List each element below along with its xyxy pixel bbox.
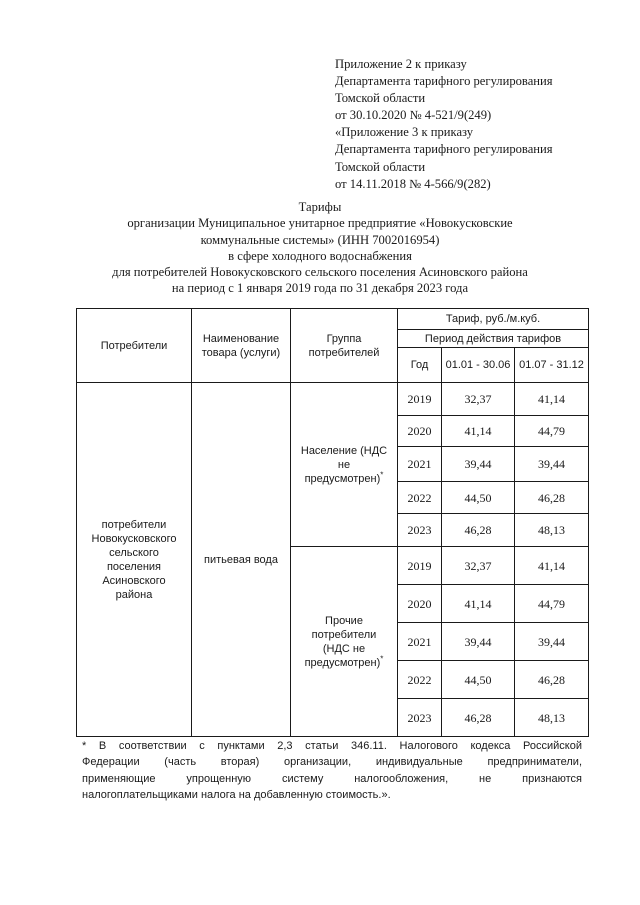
tariff-h1-cell: 41,14 [442,585,515,623]
title-line: на период с 1 января 2019 года по 31 декабря 2023 года [171,281,469,296]
footnote-line: Федерации (часть вторая) организации, индивидуальные предприниматели, [82,756,582,769]
header-consumers: Потребители [77,309,192,383]
title-line: в сфере холодного водоснабжения [228,248,412,263]
tariff-h1-cell: 44,50 [442,482,515,514]
tariff-h2-cell: 48,13 [515,514,589,547]
table-row [77,383,589,416]
tariff-table [76,308,589,737]
tariff-h2-cell: 46,28 [515,482,589,514]
title-line: организации Муниципальное унитарное предприятие «Новокусковские [127,216,513,231]
consumer-cell: потребители Новокусковского сельского поселения Асиновского района [77,383,192,737]
tariff-h2-cell: 39,44 [515,623,589,661]
group-cell [291,383,398,547]
tariff-h1-cell: 39,44 [442,623,515,661]
tariff-h2-cell: 44,79 [515,416,589,447]
footnote-line: * В соответствии с пунктами 2,3 статьи 346.11. Налогового кодекса Российской [82,740,582,752]
tariff-h2-cell: 46,28 [515,661,589,699]
header-half2: 01.07 - 31.12 [515,348,589,383]
tariff-h2-cell: 41,14 [515,547,589,585]
appendix-line: Томской области [335,91,426,106]
tariff-h1-cell: 46,28 [442,699,515,737]
appendix-line: от 14.11.2018 № 4-566/9(282) [335,176,491,191]
year-cell: 2022 [398,482,442,514]
document-title [60,199,580,297]
footnote-line: налогоплательщиками налога на добавленную стоимость.». [82,788,391,801]
header-period: Период действия тарифов [398,330,589,348]
appendix-line: от 30.10.2020 № 4-521/9(249) [335,108,492,123]
footnote-line: применяющие упрощенную систему налогообложения, не признаются [82,772,582,785]
title-line: Тарифы [298,200,342,214]
footnote-mark: * [380,469,384,479]
title-line: коммунальные системы» (ИНН 7002016954) [200,232,440,247]
appendix-line: Приложение 2 к приказу [335,57,467,71]
year-cell: 2020 [398,585,442,623]
year-cell: 2023 [398,514,442,547]
appendix-line: «Приложение 3 к приказу [335,125,474,140]
header-tariff: Тариф, руб./м.куб. [398,309,589,330]
header-group: Группа потребителей [291,309,398,383]
appendix-line: Департамента тарифного регулирования [335,142,553,157]
group-name: Население (НДС не предусмотрен) [300,444,388,485]
year-cell: 2021 [398,447,442,482]
year-cell: 2019 [398,547,442,585]
appendix-header [335,56,625,193]
header-half1: 01.01 - 30.06 [442,348,515,383]
title-line: для потребителей Новокусковского сельского поселения Асиновского района [112,265,528,280]
tariff-h2-cell: 39,44 [515,447,589,482]
appendix-line: Департамента тарифного регулирования [335,74,553,89]
year-cell: 2022 [398,661,442,699]
tariff-h1-cell: 41,14 [442,416,515,447]
appendix-line: Томской области [335,159,426,174]
tariff-h2-cell: 44,79 [515,585,589,623]
tariff-h2-cell: 41,14 [515,383,589,416]
year-cell: 2019 [398,383,442,416]
group-name: Прочие потребители (НДС не предусмотрен) [304,614,381,669]
year-cell: 2020 [398,416,442,447]
group-cell [291,547,398,737]
footnote [82,738,582,803]
tariff-h1-cell: 32,37 [442,383,515,416]
tariff-h1-cell: 32,37 [442,547,515,585]
header-product: Наименование товара (услуги) [192,309,291,383]
year-cell: 2023 [398,699,442,737]
footnote-mark: * [380,653,384,663]
tariff-h1-cell: 46,28 [442,514,515,547]
product-cell: питьевая вода [192,383,291,737]
tariff-h1-cell: 39,44 [442,447,515,482]
year-cell: 2021 [398,623,442,661]
tariff-h1-cell: 44,50 [442,661,515,699]
tariff-h2-cell: 48,13 [515,699,589,737]
header-year: Год [398,348,442,383]
